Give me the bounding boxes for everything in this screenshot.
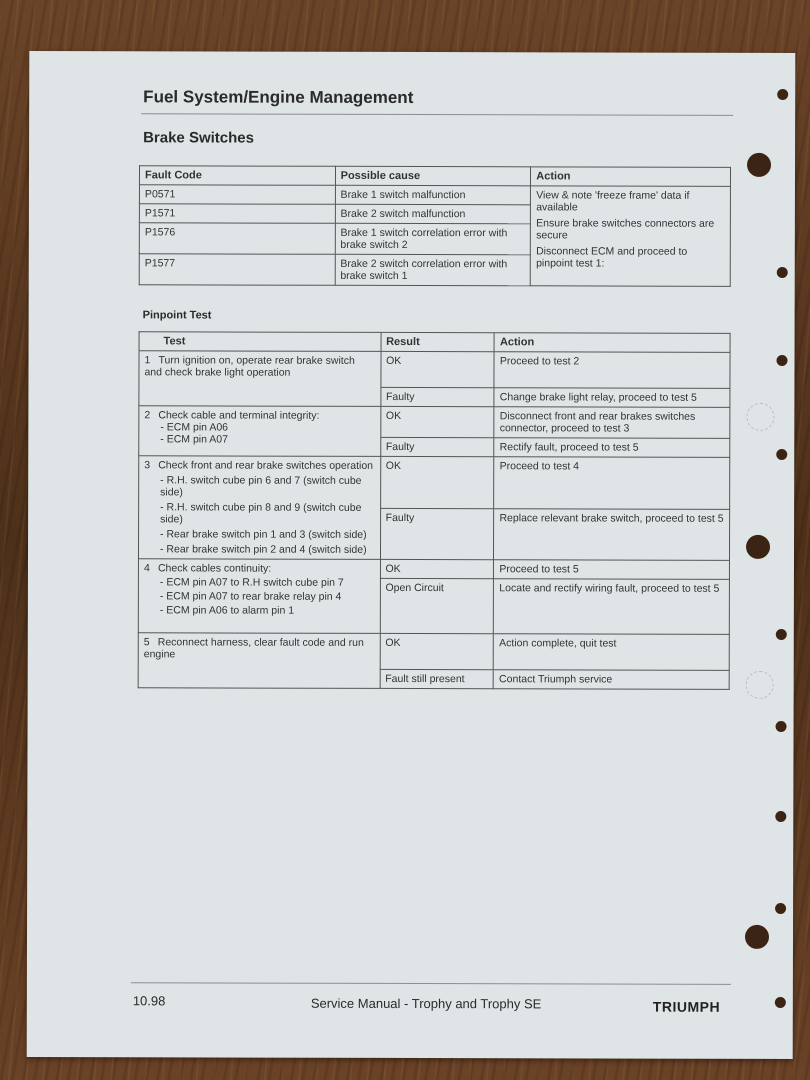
test-text: Check cables continuity:	[157, 562, 272, 575]
column-header: Possible cause	[335, 166, 531, 186]
test-action: Replace relevant brake switch, proceed to test 5	[494, 508, 730, 560]
fault-code-table	[139, 165, 731, 287]
punch-hole	[747, 153, 771, 177]
table-header-row	[139, 166, 730, 187]
test-result: OK	[380, 633, 494, 669]
test-result: Faulty	[380, 508, 494, 560]
fault-action	[531, 186, 731, 287]
test-action: Change brake light relay, proceed to test 5	[494, 388, 730, 408]
fault-code: P1577	[139, 254, 335, 286]
triumph-logo: TRIUMPH	[652, 998, 721, 1015]
column-header: Action	[531, 167, 731, 187]
punch-hole	[746, 671, 774, 699]
table-row	[139, 185, 730, 206]
test-detail: - R.H. switch cube pin 8 and 9 (switch cube side)	[160, 501, 362, 526]
test-result: Open Circuit	[380, 578, 494, 633]
punch-hole	[777, 267, 788, 278]
footer-title: Service Manual - Trophy and Trophy SE	[310, 995, 542, 1012]
table-row	[138, 633, 729, 671]
test-detail: - ECM pin A06	[160, 421, 229, 434]
test-result: Faulty	[380, 387, 494, 406]
possible-cause: Brake 1 switch correlation error with brake switch 2	[335, 223, 531, 255]
possible-cause: Brake 2 switch malfunction	[335, 204, 531, 224]
test-result: Faulty	[380, 437, 494, 456]
test-detail: - R.H. switch cube pin 6 and 7 (switch cube side)	[160, 474, 362, 499]
fault-code: P0571	[139, 185, 335, 205]
test-detail: - ECM pin A07 to R.H switch cube pin 7	[159, 576, 344, 589]
test-text: Check cable and terminal integrity:	[158, 409, 320, 422]
test-action: Proceed to test 2	[494, 352, 730, 389]
fault-code: P1576	[139, 223, 335, 255]
table-row	[138, 559, 729, 580]
pinpoint-title: Pinpoint Test	[142, 309, 212, 322]
test-result: OK	[380, 456, 494, 508]
test-result: OK	[381, 351, 495, 387]
test-number: 5	[143, 636, 150, 649]
action-step: Ensure brake switches connectors are secure	[536, 217, 715, 242]
test-step	[138, 456, 380, 560]
test-action: Proceed to test 5	[494, 560, 730, 580]
punch-hole	[776, 629, 787, 640]
punch-hole	[777, 89, 788, 100]
table-header-row	[139, 332, 730, 353]
header-rule	[141, 113, 733, 116]
test-action: Proceed to test 4	[494, 457, 730, 509]
test-action: Disconnect front and rear brakes switches connector, proceed to test 3	[494, 407, 730, 439]
column-header	[139, 332, 381, 352]
manual-page	[27, 51, 796, 1059]
test-detail: - Rear brake switch pin 1 and 3 (switch side)	[160, 528, 367, 541]
test-number: 2	[144, 409, 151, 422]
test-number: 3	[144, 459, 151, 472]
column-header-label: Test	[163, 335, 186, 348]
column-header: Result	[381, 332, 495, 351]
action-step: View & note 'freeze frame' data if available	[536, 189, 690, 214]
column-header: Fault Code	[139, 166, 335, 186]
punch-hole	[775, 997, 786, 1008]
punch-hole	[746, 535, 770, 559]
test-result: OK	[380, 406, 494, 437]
table-row	[139, 351, 730, 389]
test-number: 1	[144, 354, 151, 367]
test-step	[138, 633, 380, 689]
punch-hole	[745, 925, 769, 949]
possible-cause: Brake 2 switch correlation error with brake switch 1	[335, 254, 531, 286]
test-number: 4	[143, 562, 150, 575]
possible-cause: Brake 1 switch malfunction	[335, 185, 531, 205]
test-action: Locate and rectify wiring fault, proceed to test 5	[494, 579, 730, 635]
pinpoint-test-table	[138, 331, 731, 690]
test-step	[139, 406, 381, 457]
chapter-title: Fuel System/Engine Management	[143, 87, 414, 108]
test-text: Reconnect harness, clear fault code and run engine	[143, 636, 364, 661]
test-detail: - Rear brake switch pin 2 and 4 (switch side)	[159, 543, 367, 556]
punch-hole	[776, 355, 787, 366]
test-detail: - ECM pin A06 to alarm pin 1	[159, 604, 295, 617]
column-header: Action	[494, 333, 730, 353]
test-detail: - ECM pin A07 to rear brake relay pin 4	[159, 590, 342, 603]
punch-hole	[775, 903, 786, 914]
test-text: Turn ignition on, operate rear brake switch and check brake light operation	[144, 354, 355, 379]
table-row	[139, 456, 730, 509]
test-result: Fault still present	[380, 669, 494, 688]
table-row	[139, 406, 730, 439]
section-title: Brake Switches	[143, 129, 255, 147]
punch-hole	[746, 403, 774, 431]
test-result: OK	[380, 559, 494, 578]
test-action: Action complete, quit test	[494, 634, 730, 671]
test-step	[138, 559, 380, 634]
test-action: Contact Triumph service	[494, 670, 730, 690]
test-action: Rectify fault, proceed to test 5	[494, 438, 730, 458]
fault-code: P1571	[139, 204, 335, 224]
page-number: 10.98	[132, 993, 166, 1009]
footer-rule	[131, 982, 731, 985]
test-text: Check front and rear brake switches operation	[158, 459, 374, 472]
test-detail: - ECM pin A07	[160, 433, 229, 446]
action-step: Disconnect ECM and proceed to pinpoint test 1:	[536, 245, 688, 270]
punch-hole	[775, 811, 786, 822]
punch-hole	[776, 721, 787, 732]
punch-hole	[776, 449, 787, 460]
test-step	[139, 351, 381, 407]
